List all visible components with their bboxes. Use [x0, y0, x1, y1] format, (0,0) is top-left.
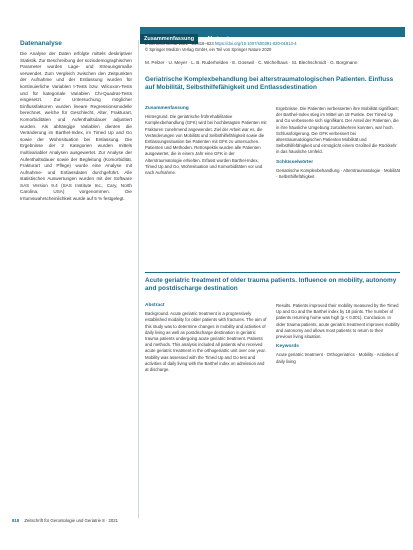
- copyright-line: © Springer Medizin Verlag GmbH, ein Teil von Springer Nature 2020: [145, 46, 272, 52]
- section-heading-data-analysis: Datenanalyse: [20, 40, 62, 47]
- german-abstract-column-2: [276, 106, 400, 180]
- english-title: Acute geriatric treatment of older trauma patients. Influence on mobility, autonomy and postdischarge destination: [145, 277, 397, 292]
- english-keywords-heading: Keywords: [276, 344, 299, 350]
- german-abstract-text-1: Hintergrund. Die geriatrische frührehabilitative Komplexbehandlung (GFK) wird bei hochbetagten Patienten mit Frakturen zunehmend angewendet. Ziel der Arbeit war es, die Veränderungen von Mobilität und Selbsthilfefähigkeit sowie die Entlassungssituation bei Patienten mit GFK zu untersuchen. Patienten und Methoden. Retrospektiv wurden alle Patienten ausgewertet, die in einem Jahr eine GFK in der Alterstraumatologie erhielten. Erfasst wurden Barthel-Index, Timed Up and Go, Wohnsituation und Komorbiditäten vor und nach Aufnahme.: [145, 114, 267, 176]
- doi-link[interactable]: https://doi.org/10.1007/s00391-020-01813-4: [214, 41, 297, 46]
- german-abstract-column-1: [145, 106, 269, 176]
- column-divider: [138, 40, 139, 518]
- german-keywords: Geriatrische Komplexbehandlung · Alterstraumatologie · Mobilität · Selbsthilfefähigkeit: [276, 167, 400, 180]
- abstract-header-band: [140, 27, 405, 42]
- left-column-body-text: Die Analyse der Daten erfolgte mittels deskriptiver Statistik. Zur Beschreibung der soziodemographischen Parameter wurden Lage- und Streuungsmaße verwendet. Zum Vergleich zwischen den Zeitpunkten der Aufnahme und der Entlassung wurden für kontinuierliche Variablen t-Tests bzw. Wilcoxon-Tests und für kategoriale Variablen Chi-Quadrat-Tests eingesetzt. Zur Untersuchung möglicher Einflussfaktoren wurden lineare Regressionsmodelle berechnet, welche für Geschlecht, Alter, Frakturart, Komorbiditäten und Aufenthaltsdauer adjustiert wurden. Als abhängige Variablen dienten die Veränderung im Barthel-Index, im Timed Up and Go sowie der Wohnsituation bei Entlassung. Die Ergebnisse der 2 Kategorien wurden mittels multivariabler Analysen ausgewertet. Zur Analyse der Aufenthaltsdauer sowie der Begleitung (Komorbidität, Frakturart und Pflege) wurde eine Analyse mit Aufnahme- und Entlassdaten durchgeführt. Alle statistischen Auswertungen wurden mit der Software SAS Version 9.4 (SAS Institute Inc., Cary, North Carolina, USA) vorgenommen. Die Irrtumswahrscheinlichkeit wurde auf 5 % festgelegt.: [20, 51, 132, 202]
- english-abstract-text-1: Background. Acute geriatric treatment is a progressively established modality for older patients with fractures. The aim of this study was to determine changes in mobility and activities of daily living as well as postdischarge destination in geriatric trauma patients undergoing acute geriatric treatment. Patients and methods. This analysis included all patients who received acute geriatric treatment in the orthogeriatric unit over one year. Mobility was assessed with the Timed Up and Go test and activities of daily living with the Barthel index on admission and at discharge.: [145, 311, 267, 373]
- page-number: 818: [12, 518, 20, 523]
- citation-reference: Z Gerontol Geriat 2021 · 54:816–823: [145, 41, 214, 46]
- tab-abstract[interactable]: Abstract: [206, 36, 229, 42]
- german-abstract-text-2: Ergebnisse. Die Patienten verbesserten ihre Mobilität signifikant; der Barthel-Index stieg im Mittel um 18 Punkte. Der Timed Up and Go verbesserte sich signifikant. Der Anteil der Patienten, die in ihre häusliche Umgebung zurückkehren konnten, war hoch. Schlussfolgerung. Die GFK verbessert bei alterstraumatologischen Patienten Mobilität und Selbsthilfefähigkeit und ermöglicht einem Großteil die Rückkehr in das häusliche Umfeld.: [276, 106, 399, 155]
- author-list: M. Pelzer · U. Meyer · L. B. Ruderhelden · E. Gosswil · C. Wichelhaus · St. Blechschmidt · G. Borgmann: [145, 60, 358, 65]
- english-abstract-text-2: Results. Patients improved their mobility measured by the Timed Up and Go and the Barthel index by 18 points. The number of patients returning home was high (p < 0.001). Conclusion. In older trauma patients, acute geriatric treatment improves mobility and autonomy and allows most patients to return to their previous living situation.: [276, 303, 400, 340]
- english-abstract-heading: Abstract: [145, 303, 165, 308]
- german-keywords-heading: Schlüsselwörter: [276, 159, 314, 165]
- page-footer: [12, 518, 402, 523]
- german-title: Geriatrische Komplexbehandlung bei alterstraumatologischen Patienten. Einfluss auf Mobilität, Selbsthilfefähigkeit und Entlassdestination: [145, 76, 394, 91]
- english-abstract-column-2: [276, 303, 400, 365]
- german-abstract-heading: Zusammenfassung: [145, 106, 189, 111]
- tab-zusammenfassung[interactable]: Zusammenfassung: [140, 34, 198, 44]
- journal-name: Zeitschrift für Gerontologie und Geriatrie 8 · 2021: [24, 518, 118, 523]
- left-column: [20, 40, 132, 510]
- english-abstract-column-1: [145, 303, 269, 373]
- section-divider: [145, 272, 400, 273]
- english-keywords: Acute geriatric treatment · Orthogeriatrics · Mobility · Activities of daily living: [276, 352, 399, 364]
- citation-block: [145, 41, 405, 52]
